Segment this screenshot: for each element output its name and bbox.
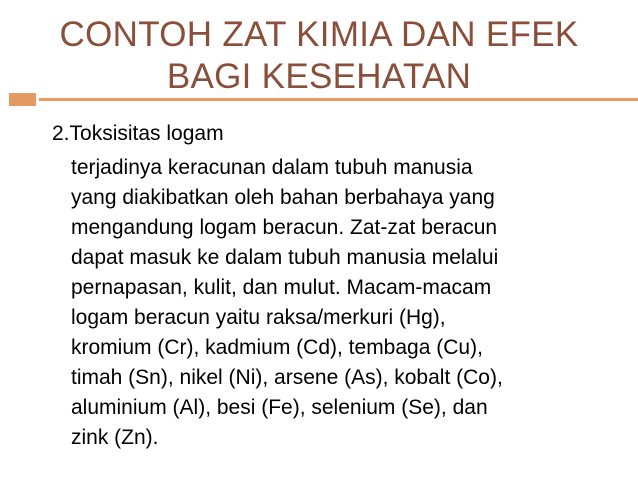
paragraph-line: timah (Sn), nikel (Ni), arsene (As), kobalt (Co), bbox=[71, 366, 503, 389]
paragraph-line: zink (Zn). bbox=[71, 426, 159, 449]
slide-title-line-2: BAGI KESEHATAN bbox=[166, 57, 472, 96]
body-paragraph bbox=[71, 153, 631, 453]
paragraph-line: dapat masuk ke dalam tubuh manusia melalui bbox=[71, 246, 499, 269]
paragraph-line: kromium (Cr), kadmium (Cd), tembaga (Cu), bbox=[71, 336, 483, 359]
paragraph-line: pernapasan, kulit, dan mulut. Macam-macam bbox=[71, 276, 492, 299]
slide-title-line-1: CONTOH ZAT KIMIA DAN EFEK bbox=[59, 15, 579, 54]
paragraph-line: aluminium (Al), besi (Fe), selenium (Se), dan bbox=[71, 396, 488, 419]
paragraph-line: terjadinya keracunan dalam tubuh manusia bbox=[71, 156, 473, 179]
paragraph-line: mengandung logam beracun. Zat-zat beracun bbox=[71, 216, 498, 239]
title-accent-square bbox=[9, 93, 36, 106]
paragraph-line: yang diakibatkan oleh bahan berbahaya yang bbox=[71, 186, 495, 209]
section-heading: 2.Toksisitas logam bbox=[52, 122, 224, 145]
slide-title bbox=[30, 14, 608, 98]
title-divider-line bbox=[39, 98, 638, 101]
paragraph-line: logam beracun yaitu raksa/merkuri (Hg), bbox=[71, 306, 446, 329]
